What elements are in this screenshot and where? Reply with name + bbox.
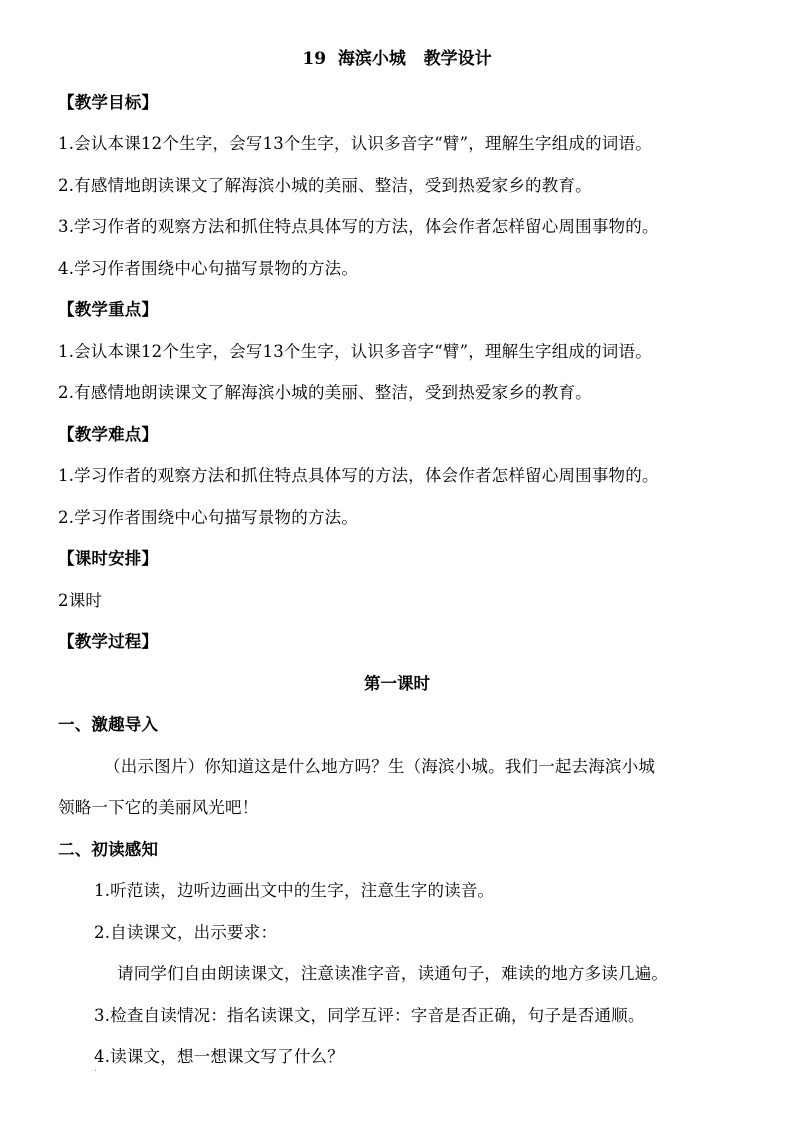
difficult-heading: 【教学难点】	[58, 425, 159, 444]
part1-paragraph-line2: 领略一下它的美丽风光吧！	[58, 798, 259, 817]
goals-heading: 【教学目标】	[58, 93, 159, 112]
schedule-text: 2课时	[58, 591, 103, 610]
part2-item-1: 1.听范读，边听边画出文中的生字，注意生字的读音。	[94, 881, 495, 900]
goal-item-1: 1.会认本课12个生字，会写13个生字，认识多音字“臂”，理解生字组成的词语。	[58, 134, 652, 153]
doc-title: 19 海滨小城 教学设计	[302, 49, 492, 69]
process-heading: 【教学过程】	[58, 632, 159, 651]
part2-heading: 二、初读感知	[58, 840, 159, 859]
key-heading: 【教学重点】	[58, 300, 159, 319]
part2-item-4: 4.读课文，想一想课文写了什么？	[94, 1047, 344, 1066]
goal-item-3: 3.学习作者的观察方法和抓住特点具体写的方法，体会作者怎样留心周围事物的。	[58, 217, 659, 236]
text-cursor-marker: .	[94, 1063, 98, 1074]
difficult-item-1: 1.学习作者的观察方法和抓住特点具体写的方法，体会作者怎样留心周围事物的。	[58, 466, 659, 485]
part2-item-3: 3.检查自读情况：指名读课文，同学互评：字音是否正确，句子是否通顺。	[94, 1006, 645, 1025]
key-item-1: 1.会认本课12个生字，会写13个生字，认识多音字“臂”，理解生字组成的词语。	[58, 342, 652, 361]
part2-item-2-detail: 请同学们自由朗读课文，注意读准字音，读通句子，难读的地方多读几遍。	[117, 964, 669, 983]
key-item-2: 2.有感情地朗读课文了解海滨小城的美丽、整洁，受到热爱家乡的教育。	[58, 383, 592, 402]
part2-item-2: 2.自读课文，出示要求：	[94, 923, 278, 942]
difficult-item-2: 2.学习作者围绕中心句描写景物的方法。	[58, 508, 359, 527]
schedule-heading: 【课时安排】	[58, 549, 159, 568]
part1-heading: 一、激趣导入	[58, 715, 159, 734]
goal-item-4: 4.学习作者围绕中心句描写景物的方法。	[58, 259, 359, 278]
part1-paragraph-line1: （出示图片）你知道这是什么地方吗？生（海滨小城。我们一起去海滨小城	[104, 757, 656, 776]
goal-item-2: 2.有感情地朗读课文了解海滨小城的美丽、整洁，受到热爱家乡的教育。	[58, 176, 592, 195]
lesson-title: 第一课时	[364, 674, 430, 693]
